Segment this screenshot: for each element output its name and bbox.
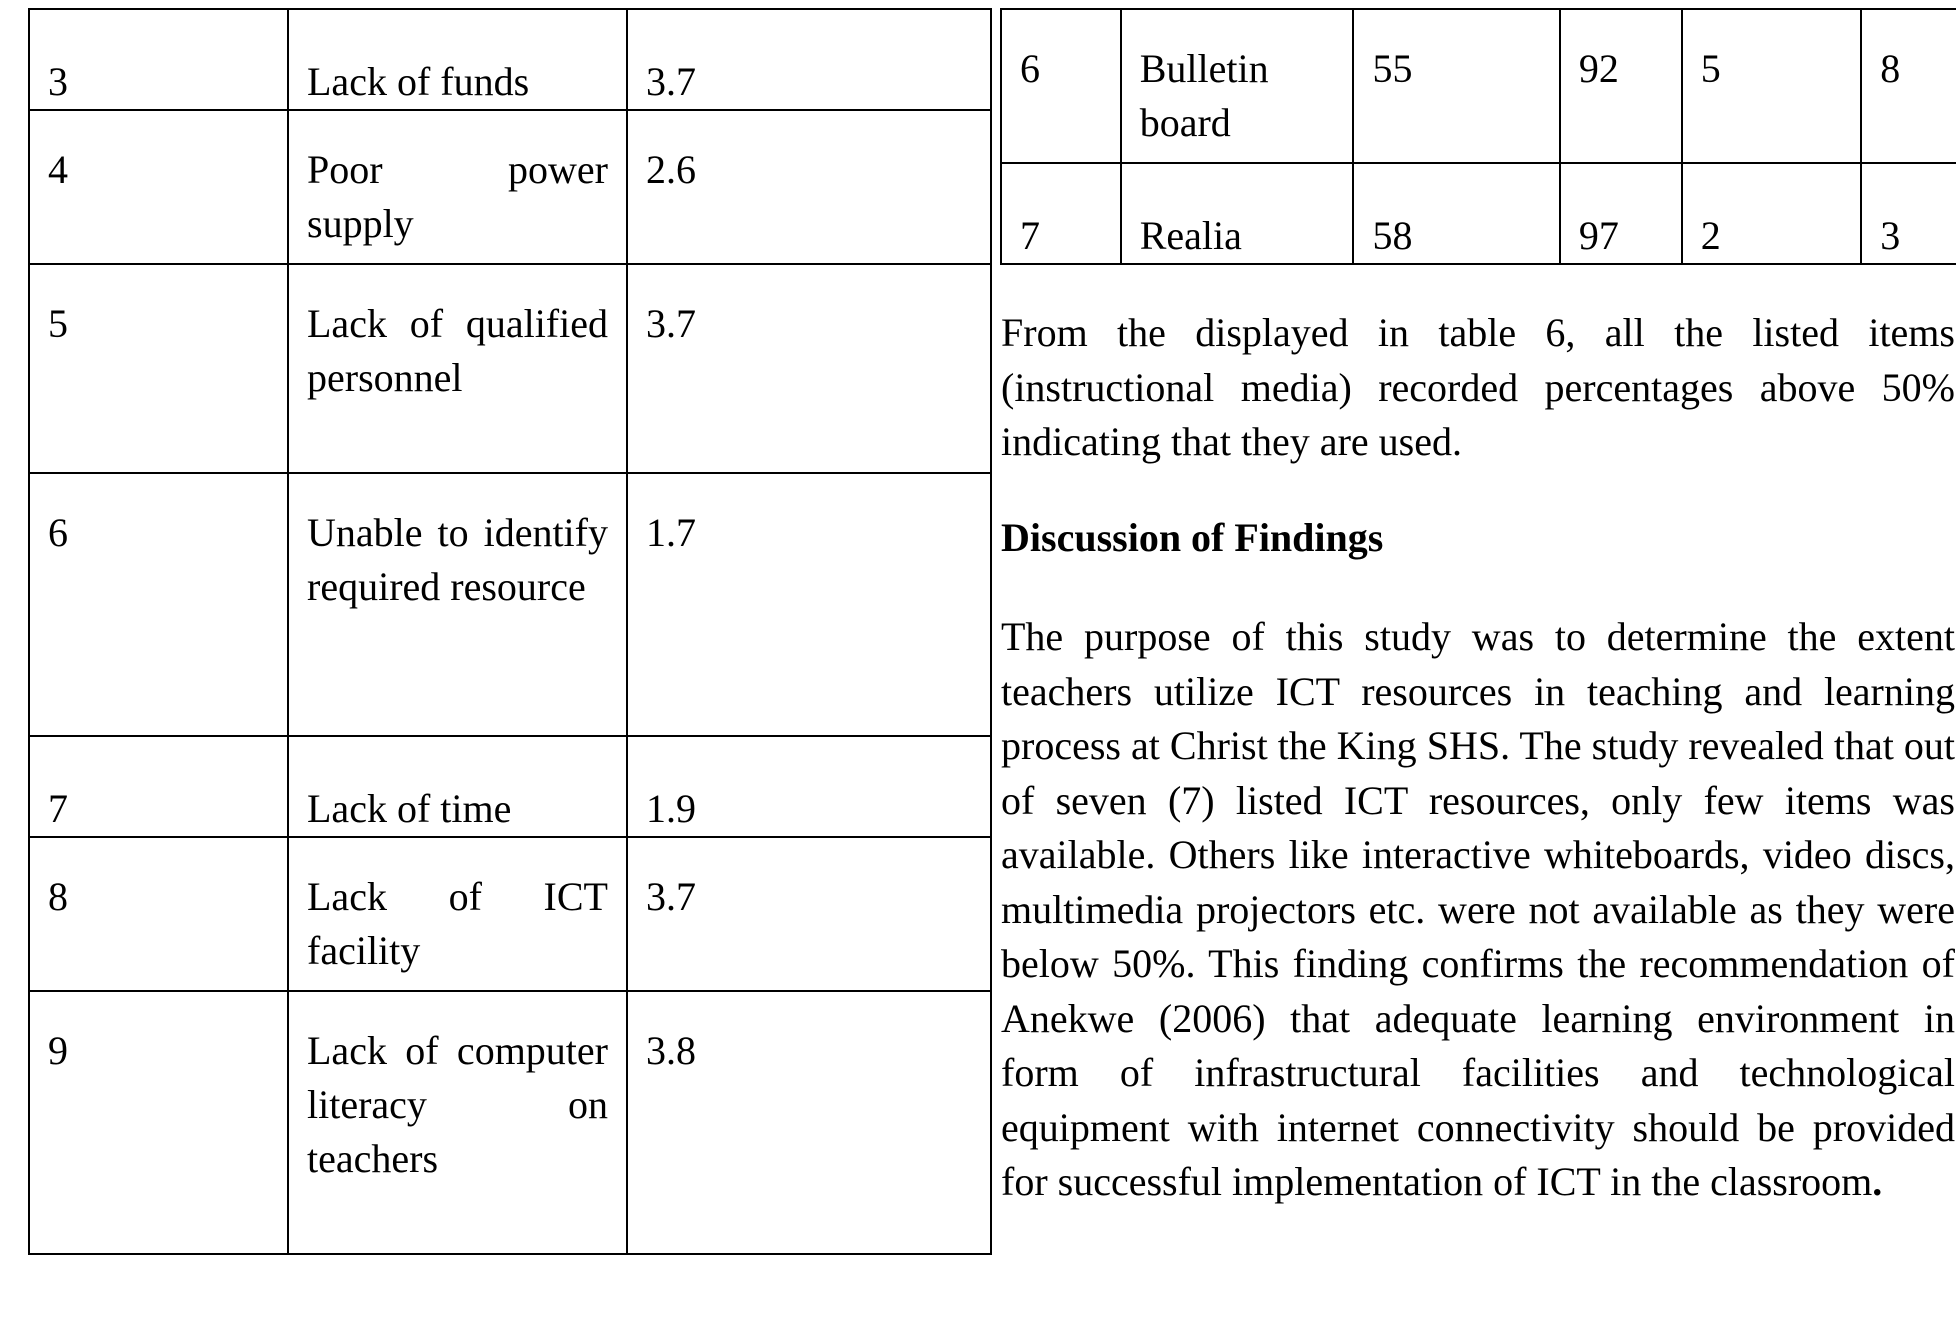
row-item: Lack of time	[288, 736, 627, 837]
row-number: 7	[1001, 163, 1121, 264]
row-value: 1.9	[627, 736, 991, 837]
challenges-table	[28, 8, 992, 1255]
section-heading: Discussion of Findings	[1001, 515, 1384, 560]
table-row	[29, 473, 991, 736]
row-number: 8	[29, 837, 288, 991]
row-item: Lack of ICT facility	[288, 837, 627, 991]
row-number: 9	[29, 991, 288, 1254]
row-value: 1.7	[627, 473, 991, 736]
row-cell: 2	[1682, 163, 1862, 264]
table-row	[29, 110, 991, 264]
row-item: Bulletin board	[1121, 9, 1354, 163]
row-cell: 8	[1861, 9, 1956, 163]
row-cell: 97	[1560, 163, 1682, 264]
table-row	[1001, 9, 1956, 163]
instructional-media-table	[1000, 8, 1956, 265]
row-cell: 3	[1861, 163, 1956, 264]
row-item: Lack of computer literacy on teachers	[288, 991, 627, 1254]
row-item: Lack of qualified personnel	[288, 264, 627, 473]
row-number: 5	[29, 264, 288, 473]
table-row	[29, 9, 991, 110]
row-item: Unable to identify required resource	[288, 473, 627, 736]
row-value: 3.8	[627, 991, 991, 1254]
row-number: 6	[29, 473, 288, 736]
row-cell: 92	[1560, 9, 1682, 163]
discussion-text: The purpose of this study was to determine the extent teachers utilize ICT resources in teaching and learning process at Christ the King SHS. The study revealed that out of seven (7) listed ICT resources, only few items was available. Others like interactive whiteboards, video discs, multimedia projectors etc. were not available as they were below 50%. This finding confirms the recommendation of Anekwe (2006) that adequate learning environment in form of infrastructural facilities and technological equipment with internet connectivity should be provided for successful implementation of ICT in the classroom	[1001, 614, 1955, 1204]
row-item: Poor power supply	[288, 110, 627, 264]
row-value: 2.6	[627, 110, 991, 264]
row-number: 3	[29, 9, 288, 110]
row-cell: 55	[1353, 9, 1559, 163]
row-number: 7	[29, 736, 288, 837]
discussion-paragraph	[1001, 610, 1955, 1210]
table-row	[29, 264, 991, 473]
row-number: 6	[1001, 9, 1121, 163]
row-item: Realia	[1121, 163, 1354, 264]
table-row	[1001, 163, 1956, 264]
row-cell: 58	[1353, 163, 1559, 264]
row-value: 3.7	[627, 837, 991, 991]
table-row	[29, 837, 991, 991]
table-row	[29, 736, 991, 837]
results-paragraph: From the displayed in table 6, all the listed items (instructional media) recorded percentages above 50% indicating that they are used.	[1001, 310, 1955, 464]
discussion-end-period: .	[1872, 1159, 1883, 1204]
row-value: 3.7	[627, 9, 991, 110]
table-row	[29, 991, 991, 1254]
row-item: Lack of funds	[288, 9, 627, 110]
row-value: 3.7	[627, 264, 991, 473]
row-cell: 5	[1682, 9, 1862, 163]
row-number: 4	[29, 110, 288, 264]
